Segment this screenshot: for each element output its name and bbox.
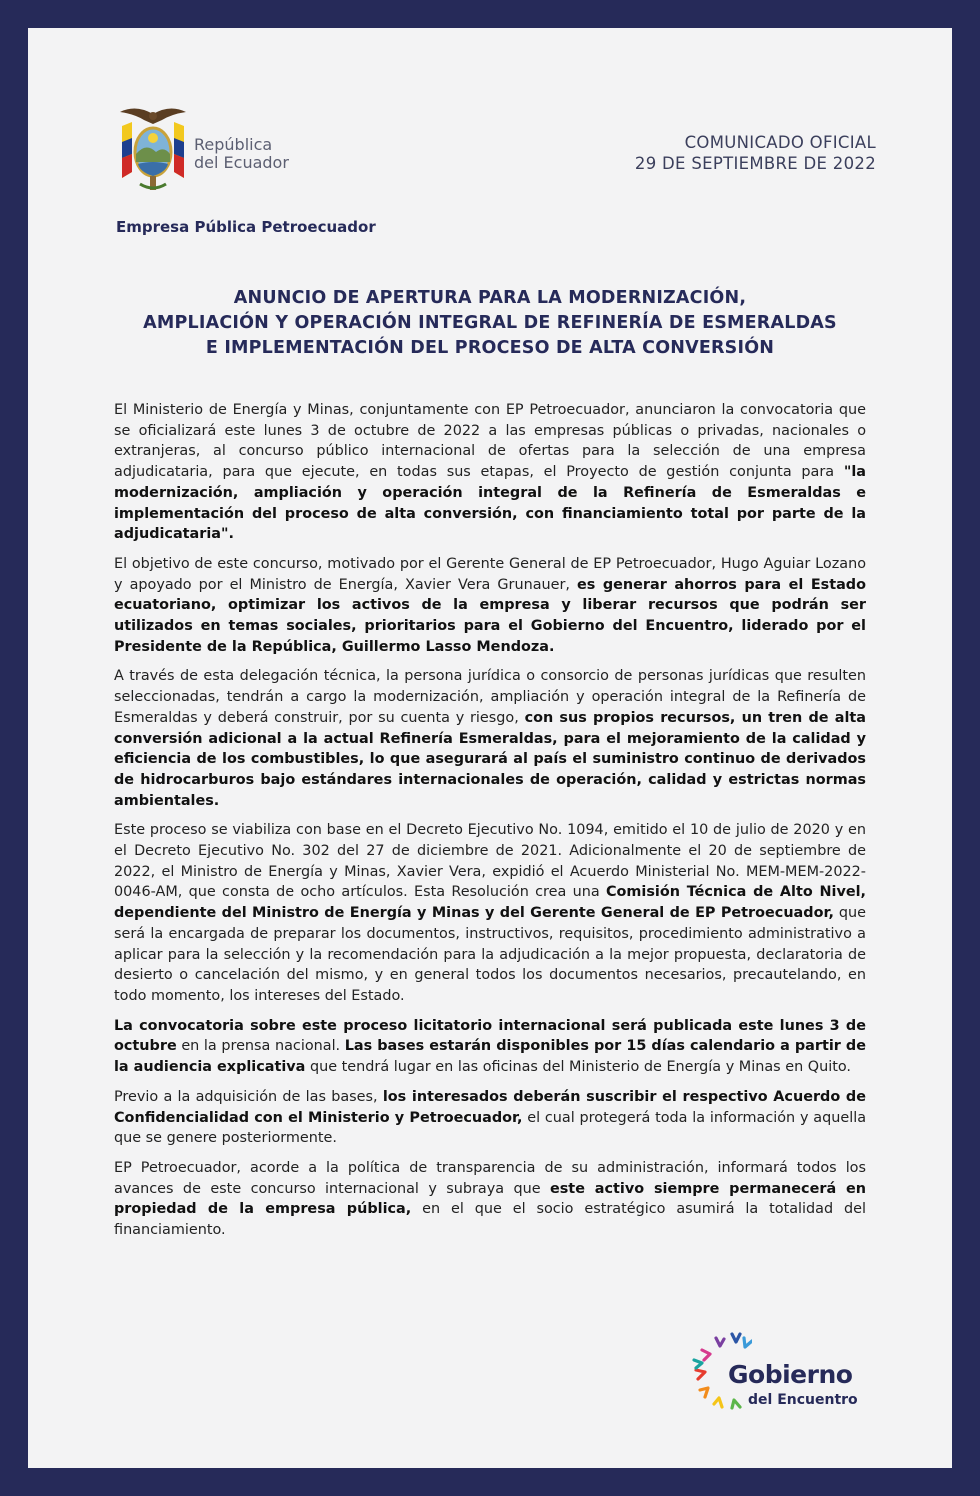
title-line1: ANUNCIO DE APERTURA PARA LA MODERNIZACIÓN, — [233, 288, 747, 308]
republica-line1: República — [194, 135, 273, 154]
body-text — [114, 400, 866, 1250]
comunicado-fecha: 29 DE SEPTIEMBRE DE 2022 — [634, 154, 876, 173]
p3-text: A través de esta delegación técnica, la persona jurídica o consorcio de personas jurídicas que resulten seleccionadas, tendrán a cargo la modernización, ampliación y operación integral de la Refinería de Esmeraldas y deberá construir, por su cuenta y riesgo, — [114, 668, 866, 726]
gobierno-subtitle: del Encuentro — [748, 1392, 858, 1408]
p1-text: El Ministerio de Energía y Minas, conjuntamente con EP Petroecuador, anunciaron la convocatoria que se oficializará este lunes 3 de octubre de 2022 a las empresas públicas o privadas, nacionales o extranjeras, al concurso público internacional de ofertas para la selección de una empresa adjudicataria, para que ejecute, en todas sus etapas, el Proyecto de gestión conjunta para — [114, 402, 866, 481]
republica-del-ecuador-label — [194, 136, 289, 172]
p5-text-end: que tendrá lugar en las oficinas del Ministerio de Energía y Minas en Quito. — [305, 1059, 851, 1076]
p4-bold: Comisión Técnica de Alto Nivel, dependiente del Ministro de Energía y Minas y del Gerente General de EP Petroecuador, — [114, 884, 866, 922]
paragraph-5 — [114, 1016, 866, 1078]
paragraph-7 — [114, 1158, 866, 1241]
p5-text: en la prensa nacional. — [176, 1038, 345, 1055]
p1-bold: "la modernización, ampliación y operación integral de la Refinería de Esmeraldas e implementación del proceso de alta conversión, con financiamiento total por parte de la adjudicataria". — [114, 464, 866, 543]
document-page — [28, 28, 952, 1468]
p5-bold: La convocatoria sobre este proceso licitatorio internacional será publicada este lunes 3 de octubre — [114, 1017, 866, 1055]
gobierno-title: Gobierno — [728, 1360, 853, 1389]
page-title — [88, 286, 892, 361]
p7-bold: este activo siempre permanecerá en propiedad de la empresa pública, — [114, 1180, 866, 1218]
comunicado-oficial: COMUNICADO OFICIAL — [684, 133, 876, 152]
header — [116, 102, 876, 202]
p4-text-end: que será la encargada de preparar los documentos, instructivos, requisitos, procedimiento administrativo a aplicar para la selección y la recomendación para la adjudicación a la mejor propuesta, declaratoria de desierto o cancelación del mismo, y en general todos los documentos necesarios, precautelando, en todo momento, los intereses del Estado. — [114, 905, 866, 1004]
title-line3: E IMPLEMENTACIÓN DEL PROCESO DE ALTA CONVERSIÓN — [205, 338, 775, 358]
paragraph-4 — [114, 820, 866, 1006]
paragraph-3 — [114, 666, 866, 811]
paragraph-2 — [114, 554, 866, 658]
p2-bold: es generar ahorros para el Estado ecuatoriano, optimizar los activos de la empresa y liberar recursos que podrán ser utilizados en temas sociales, prioritarios para el Gobierno del Encuentro, liderado por el Presidente de la República, Guillermo Lasso Mendoza. — [114, 576, 866, 655]
paragraph-6 — [114, 1087, 866, 1149]
p6-text-end: el cual protegerá toda la información y aquella que se genere posteriormente. — [114, 1109, 867, 1147]
comunicado-block — [635, 132, 876, 174]
p3-bold: con sus propios recursos, un tren de alta conversión adicional a la actual Refinería Esmeraldas, para el mejoramiento de la calidad y eficiencia de los combustibles, lo que asegurará al país el suministro continuo de derivados de hidrocarburos bajo estándares internacionales de operación, calidad y estrictas normas ambientales. — [114, 709, 866, 809]
p7-text: EP Petroecuador, acorde a la política de transparencia de su administración, informará todos los avances de este concurso internacional y subraya que — [114, 1159, 866, 1197]
paragraph-1 — [114, 400, 866, 545]
p4-text: Este proceso se viabiliza con base en el Decreto Ejecutivo No. 1094, emitido el 10 de julio de 2020 y en el Decreto Ejecutivo No. 302 del 27 de diciembre de 2021. Adicionalmente el 20 de septiembre de 2022, el Ministro de Energía y Minas, Xavier Vera, expidió el Acuerdo Ministerial No. MEM-MEM-2022-0046-AM, que consta de ocho artículos. Esta Resolución crea una — [114, 822, 866, 901]
title-line2: AMPLIACIÓN Y OPERACIÓN INTEGRAL DE REFINERÍA DE ESMERALDAS — [143, 313, 837, 333]
p6-bold: los interesados deberán suscribir el respectivo Acuerdo de Confidencialidad con el Ministerio y Petroecuador, — [114, 1088, 866, 1126]
republica-line2: del Ecuador — [194, 153, 289, 172]
p2-text: El objetivo de este concurso, motivado por el Gerente General de EP Petroecuador, Hugo Aguiar Lozano y apoyado por el Ministro de Energía, Xavier Vera Grunauer, — [114, 555, 866, 593]
p5-bold-2: Las bases estarán disponibles por 15 días calendario a partir de la audiencia explicativa — [114, 1038, 866, 1076]
gobierno-del-encuentro-logo — [692, 1328, 882, 1418]
coat-of-arms-icon — [116, 102, 190, 194]
p6-text: Previo a la adquisición de las bases, — [114, 1088, 383, 1105]
p7-text-end: en el que el socio estratégico asumirá la totalidad del financiamiento. — [114, 1201, 866, 1239]
empresa-label: Empresa Pública Petroecuador — [116, 218, 376, 236]
